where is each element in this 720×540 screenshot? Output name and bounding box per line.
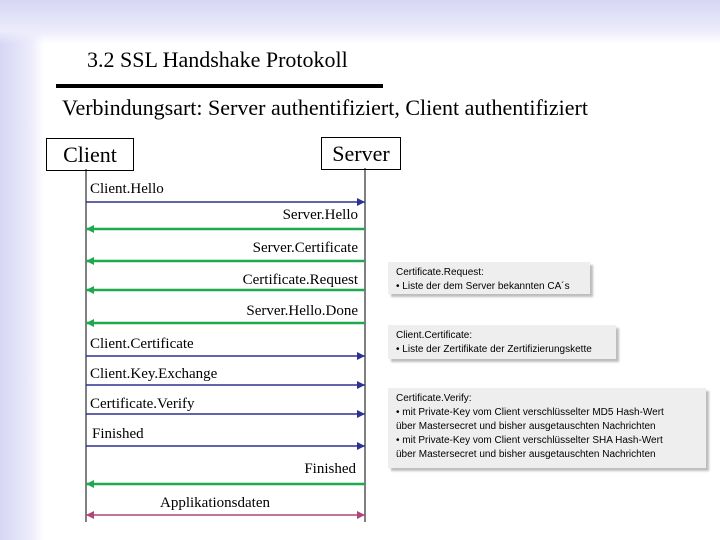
- arrowhead-certificate-request: [86, 286, 94, 294]
- arrowhead-certificate-verify: [357, 410, 365, 418]
- arrowhead-server-hello: [86, 225, 94, 233]
- message-label-client-hello: Client.Hello: [90, 181, 164, 197]
- note-line: • mit Private-Key vom Client verschlüsselter MD5 Hash-Wert: [396, 407, 664, 418]
- note-heading: Certificate.Request:: [396, 267, 484, 278]
- slide-title: 3.2 SSL Handshake Protokoll: [87, 47, 348, 72]
- message-label-server-certificate: Server.Certificate: [252, 240, 358, 256]
- arrowhead-server-finished: [86, 480, 94, 488]
- arrowhead-left-application-data: [86, 511, 94, 519]
- note-certificate-request: [388, 262, 590, 294]
- note-line: über Mastersecret und bisher ausgetauschten Nachrichten: [396, 449, 656, 460]
- message-label-server-hello: Server.Hello: [282, 207, 358, 223]
- note-line: • Liste der Zertifikate der Zertifizierungskette: [396, 344, 592, 355]
- message-label-server-hello-done: Server.Hello.Done: [246, 303, 358, 319]
- client-participant-label: Client: [63, 141, 117, 167]
- message-label-client-certificate: Client.Certificate: [90, 336, 194, 352]
- note-line: über Mastersecret und bisher ausgetauschten Nachrichten: [396, 421, 656, 432]
- slide-subtitle: Verbindungsart: Server authentifiziert, Client authentifiziert: [62, 95, 588, 120]
- message-label-server-finished: Finished: [304, 461, 356, 477]
- arrowhead-client-hello: [357, 198, 365, 206]
- arrowhead-right-application-data: [357, 511, 365, 519]
- note-client-certificate: [388, 325, 616, 359]
- message-label-application-data: Applikationsdaten: [160, 495, 270, 511]
- note-heading: Certificate.Verify:: [396, 393, 472, 404]
- message-label-client-key-exchange: Client.Key.Exchange: [90, 366, 218, 382]
- message-label-certificate-verify: Certificate.Verify: [90, 396, 195, 412]
- message-label-client-finished: Finished: [92, 426, 144, 442]
- arrowhead-server-hello-done: [86, 319, 94, 327]
- note-line: • mit Private-Key vom Client verschlüsselter SHA Hash-Wert: [396, 435, 663, 446]
- server-participant-label: Server: [332, 140, 390, 166]
- note-line: • Liste der dem Server bekannten CA´s: [396, 281, 570, 292]
- note-heading: Client.Certificate:: [396, 330, 473, 341]
- arrowhead-client-key-exchange: [357, 381, 365, 389]
- arrowhead-client-certificate: [357, 352, 365, 360]
- arrowhead-client-finished: [357, 442, 365, 450]
- message-label-certificate-request: Certificate.Request: [242, 272, 358, 288]
- arrowhead-server-certificate: [86, 257, 94, 265]
- note-certificate-verify: [388, 388, 706, 468]
